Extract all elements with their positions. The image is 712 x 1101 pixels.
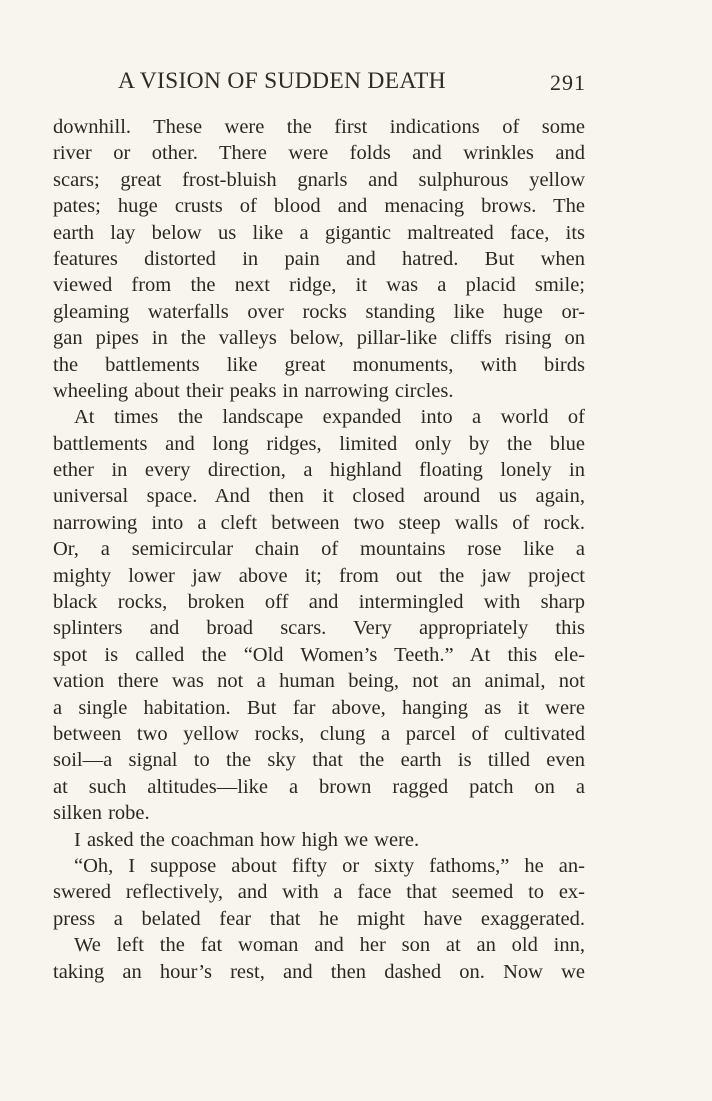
text-line: features distorted in pain and hatred. But when bbox=[53, 247, 585, 270]
text-line: downhill. These were the first indications of some bbox=[53, 116, 585, 138]
text-line: black rocks, broken off and intermingled with sharp bbox=[53, 591, 585, 614]
text-line: silken robe. bbox=[53, 802, 150, 825]
text-line: at such altitudes—like a brown ragged patch on a bbox=[53, 775, 585, 798]
page-number: 291 bbox=[550, 70, 586, 95]
text-line: earth lay below us like a gigantic maltreated face, its bbox=[53, 221, 585, 244]
text-line: pates; huge crusts of blood and menacing brows. The bbox=[53, 195, 585, 218]
text-line: We left the fat woman and her son at an old inn, bbox=[74, 934, 585, 957]
text-line: soil—a signal to the sky that the earth is tilled even bbox=[53, 749, 585, 772]
running-head: A VISION OF SUDDEN DEATH bbox=[118, 68, 446, 94]
text-line: universal space. And then it closed around us again, bbox=[53, 485, 585, 508]
text-line: swered reflectively, and with a face that seemed to ex- bbox=[53, 881, 585, 904]
text-line: taking an hour’s rest, and then dashed on. Now we bbox=[53, 960, 585, 983]
text-line: a single habitation. But far above, hanging as it were bbox=[53, 696, 585, 719]
text-line: between two yellow rocks, clung a parcel of cultivated bbox=[53, 722, 585, 745]
text-line: wheeling about their peaks in narrowing circles. bbox=[53, 379, 454, 402]
text-line: battlements and long ridges, limited only by the blue bbox=[53, 432, 585, 455]
text-line: spot is called the “Old Women’s Teeth.” At this ele- bbox=[53, 643, 585, 666]
text-line: viewed from the next ridge, it was a placid smile; bbox=[53, 274, 585, 297]
body-text bbox=[53, 114, 585, 985]
text-line: gan pipes in the valleys below, pillar-like cliffs rising on bbox=[53, 327, 585, 350]
text-line: gleaming waterfalls over rocks standing like huge or- bbox=[53, 300, 585, 323]
text-line: mighty lower jaw above it; from out the jaw project bbox=[53, 564, 585, 587]
text-line: ether in every direction, a highland floating lonely in bbox=[53, 459, 585, 482]
text-line: press a belated fear that he might have exaggerated. bbox=[53, 907, 585, 930]
text-line: Or, a semicircular chain of mountains rose like a bbox=[53, 538, 585, 561]
text-line: river or other. There were folds and wrinkles and bbox=[53, 142, 585, 165]
text-line: splinters and broad scars. Very appropriately this bbox=[53, 617, 585, 640]
text-line: At times the landscape expanded into a world of bbox=[74, 406, 585, 429]
text-line: narrowing into a cleft between two steep walls of rock. bbox=[53, 511, 585, 534]
text-line: scars; great frost-bluish gnarls and sulphurous yellow bbox=[53, 168, 585, 191]
text-line: the battlements like great monuments, with birds bbox=[53, 353, 585, 376]
page-header bbox=[118, 68, 586, 108]
text-line: vation there was not a human being, not an animal, not bbox=[53, 670, 585, 693]
text-line: I asked the coachman how high we were. bbox=[74, 828, 420, 851]
text-line: “Oh, I suppose about fifty or sixty fathoms,” he an- bbox=[74, 854, 585, 877]
